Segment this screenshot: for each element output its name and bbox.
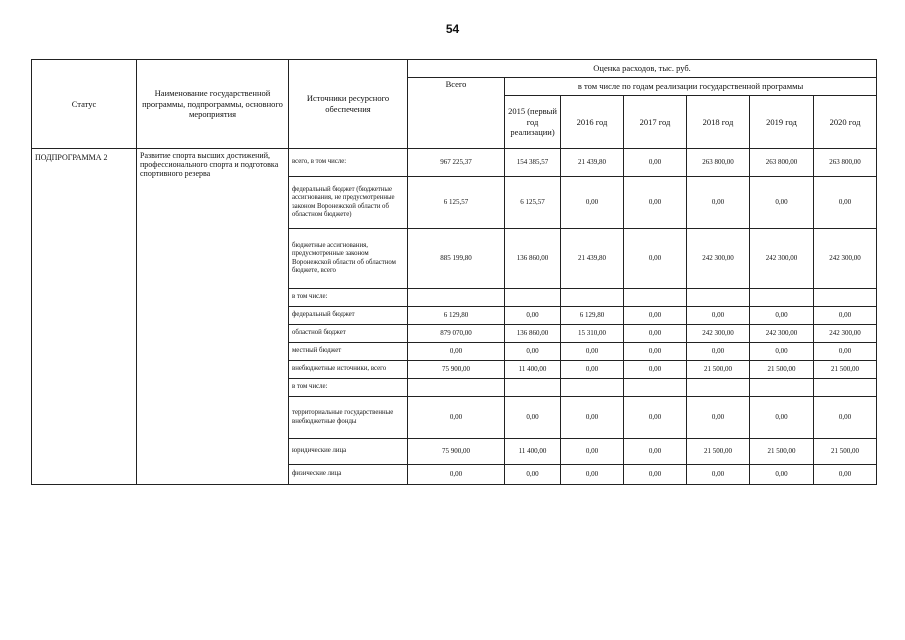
year-value-cell: 0,00 <box>624 307 687 325</box>
year-value-cell: 263 800,00 <box>814 149 877 177</box>
year-value-cell: 136 860,00 <box>505 325 561 343</box>
year-value-cell: 0,00 <box>750 397 814 439</box>
name-header: Наименование государственной программы, подпрограммы, основного мероприятия <box>137 60 289 149</box>
year-value-cell <box>687 379 750 397</box>
year-value-cell: 0,00 <box>687 465 750 485</box>
total-cell <box>408 379 505 397</box>
source-cell: всего, в том числе: <box>289 149 408 177</box>
source-cell: местный бюджет <box>289 343 408 361</box>
table-body <box>32 149 877 485</box>
status-header: Статус <box>32 60 137 149</box>
year-value-cell: 21 500,00 <box>750 439 814 465</box>
year-value-cell <box>505 289 561 307</box>
total-cell: 967 225,37 <box>408 149 505 177</box>
year-value-cell <box>687 289 750 307</box>
year-value-cell: 6 129,80 <box>561 307 624 325</box>
year-value-cell: 11 400,00 <box>505 439 561 465</box>
source-cell: федеральный бюджет (бюджетные ассигнования, не предусмотренные законом Воронежской области об областном бюджете) <box>289 177 408 229</box>
year-value-cell: 0,00 <box>687 397 750 439</box>
year-value-cell: 136 860,00 <box>505 229 561 289</box>
source-cell: областной бюджет <box>289 325 408 343</box>
year-header: 2015 (первый год реализации) <box>505 96 561 149</box>
year-value-cell: 0,00 <box>687 177 750 229</box>
year-value-cell: 0,00 <box>624 177 687 229</box>
year-value-cell <box>561 379 624 397</box>
page-number: 54 <box>445 22 460 36</box>
table-header <box>32 60 877 149</box>
source-cell: внебюджетные источники, всего <box>289 361 408 379</box>
source-cell: в том числе: <box>289 289 408 307</box>
source-header: Источники ресурсного обеспечения <box>289 60 408 149</box>
source-cell: юридические лица <box>289 439 408 465</box>
year-value-cell <box>750 289 814 307</box>
year-value-cell: 21 500,00 <box>687 439 750 465</box>
year-value-cell: 0,00 <box>624 325 687 343</box>
year-value-cell: 0,00 <box>561 177 624 229</box>
year-value-cell: 154 385,57 <box>505 149 561 177</box>
year-value-cell: 0,00 <box>624 361 687 379</box>
total-cell: 6 125,57 <box>408 177 505 229</box>
year-value-cell: 0,00 <box>750 307 814 325</box>
source-cell: территориальные государственные внебюджетные фонды <box>289 397 408 439</box>
total-cell: 75 900,00 <box>408 439 505 465</box>
year-value-cell: 0,00 <box>505 307 561 325</box>
year-value-cell: 21 439,80 <box>561 229 624 289</box>
total-cell: 0,00 <box>408 343 505 361</box>
year-value-cell <box>814 379 877 397</box>
year-value-cell: 0,00 <box>561 343 624 361</box>
year-value-cell: 0,00 <box>505 465 561 485</box>
status-cell: ПОДПРОГРАММА 2 <box>32 149 137 485</box>
year-value-cell: 0,00 <box>814 177 877 229</box>
total-cell: 6 129,80 <box>408 307 505 325</box>
year-value-cell: 0,00 <box>561 465 624 485</box>
estimate-header: Оценка расходов, тыс. руб. <box>408 60 877 78</box>
year-value-cell: 0,00 <box>561 439 624 465</box>
year-value-cell: 0,00 <box>624 229 687 289</box>
year-value-cell <box>561 289 624 307</box>
year-value-cell <box>814 289 877 307</box>
year-value-cell: 0,00 <box>624 397 687 439</box>
source-cell: бюджетные ассигнования, предусмотренные законом Воронежской области об областном бюджете, всего <box>289 229 408 289</box>
year-value-cell: 21 500,00 <box>814 361 877 379</box>
year-value-cell: 0,00 <box>750 343 814 361</box>
year-value-cell: 242 300,00 <box>687 325 750 343</box>
year-value-cell: 15 310,00 <box>561 325 624 343</box>
year-value-cell: 242 300,00 <box>814 229 877 289</box>
year-value-cell <box>624 289 687 307</box>
year-header: 2016 год <box>561 96 624 149</box>
year-value-cell: 0,00 <box>561 361 624 379</box>
year-value-cell: 0,00 <box>687 343 750 361</box>
year-header: 2020 год <box>814 96 877 149</box>
year-value-cell: 242 300,00 <box>750 325 814 343</box>
year-value-cell: 263 800,00 <box>750 149 814 177</box>
year-value-cell: 0,00 <box>624 343 687 361</box>
program-name-cell: Развитие спорта высших достижений, профессионального спорта и подготовка спортивного резерва <box>137 149 289 485</box>
year-value-cell <box>624 379 687 397</box>
year-value-cell: 0,00 <box>624 465 687 485</box>
year-header: 2018 год <box>687 96 750 149</box>
source-cell: в том числе: <box>289 379 408 397</box>
year-value-cell: 242 300,00 <box>750 229 814 289</box>
total-cell: 75 900,00 <box>408 361 505 379</box>
year-value-cell: 0,00 <box>814 465 877 485</box>
year-value-cell <box>505 379 561 397</box>
source-cell: федеральный бюджет <box>289 307 408 325</box>
total-header: Всего <box>408 78 505 149</box>
source-cell: физические лица <box>289 465 408 485</box>
year-value-cell: 242 300,00 <box>814 325 877 343</box>
year-value-cell: 21 500,00 <box>814 439 877 465</box>
total-cell: 885 199,80 <box>408 229 505 289</box>
total-cell: 0,00 <box>408 465 505 485</box>
year-value-cell: 0,00 <box>687 307 750 325</box>
year-value-cell: 0,00 <box>814 307 877 325</box>
year-value-cell: 0,00 <box>624 149 687 177</box>
year-value-cell: 0,00 <box>814 397 877 439</box>
year-value-cell: 6 125,57 <box>505 177 561 229</box>
year-value-cell: 0,00 <box>624 439 687 465</box>
by-years-header: в том числе по годам реализации государственной программы <box>505 78 877 96</box>
year-value-cell: 11 400,00 <box>505 361 561 379</box>
year-value-cell: 0,00 <box>561 397 624 439</box>
expenditure-table <box>31 59 877 485</box>
year-value-cell: 0,00 <box>505 343 561 361</box>
year-value-cell: 21 439,80 <box>561 149 624 177</box>
year-header: 2017 год <box>624 96 687 149</box>
total-cell <box>408 289 505 307</box>
year-value-cell: 0,00 <box>750 177 814 229</box>
year-value-cell: 0,00 <box>814 343 877 361</box>
year-value-cell: 21 500,00 <box>750 361 814 379</box>
year-value-cell: 0,00 <box>505 397 561 439</box>
year-value-cell: 263 800,00 <box>687 149 750 177</box>
table-row <box>32 149 877 177</box>
total-cell: 0,00 <box>408 397 505 439</box>
year-value-cell: 242 300,00 <box>687 229 750 289</box>
year-header: 2019 год <box>750 96 814 149</box>
year-value-cell: 0,00 <box>750 465 814 485</box>
year-value-cell: 21 500,00 <box>687 361 750 379</box>
year-value-cell <box>750 379 814 397</box>
total-cell: 879 070,00 <box>408 325 505 343</box>
